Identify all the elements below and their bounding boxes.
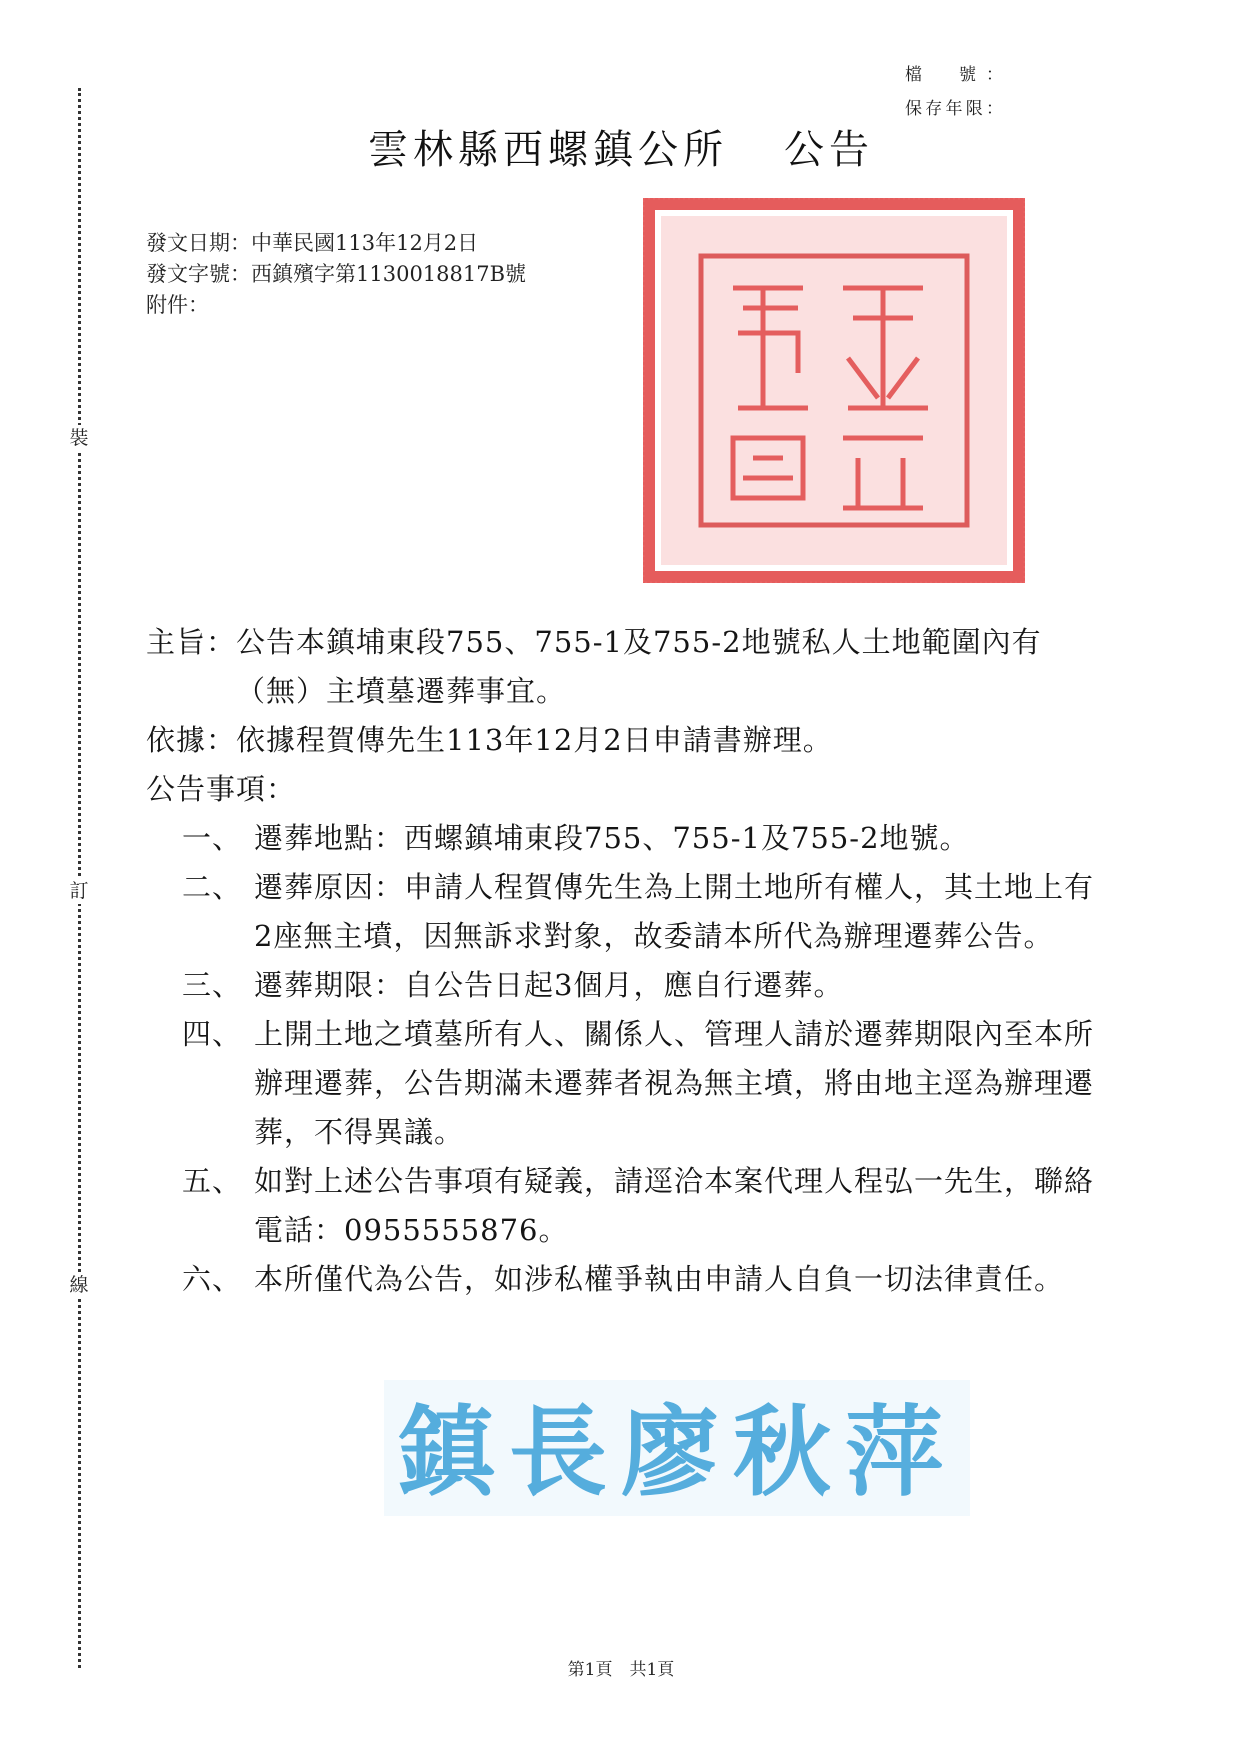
agency-name: 雲林縣西螺鎮公所	[368, 127, 728, 173]
issue-ref-no: 發文字號：西鎮殯字第1130018817B號	[146, 262, 527, 286]
file-no-label: 檔 號：	[905, 65, 1003, 85]
item-text: 本所僅代為公告，如涉私權爭執由申請人自負一切法律責任。	[254, 1262, 1065, 1296]
item-text: 遷葬地點：西螺鎮埔東段755、755-1及755-2地號。	[254, 821, 970, 855]
issue-attachment: 附件：	[146, 293, 209, 317]
notice-item	[182, 961, 1106, 1010]
notice-item	[182, 814, 1106, 863]
notice-item	[182, 1157, 1106, 1255]
item-number: 二、	[182, 870, 243, 904]
item-text: 遷葬原因：申請人程賀傳先生為上開土地所有權人，其土地上有2座無主墳，因無訴求對象，故委請本所代為辦理遷葬公告。	[254, 870, 1095, 953]
notice-item	[182, 1255, 1106, 1304]
mayor-signature-stamp	[382, 1378, 972, 1518]
item-text: 遷葬期限：自公告日起3個月，應自行遷葬。	[254, 968, 844, 1002]
item-number: 四、	[182, 1017, 243, 1051]
issue-meta	[146, 228, 526, 321]
item-number: 五、	[182, 1164, 243, 1198]
retention-label: 保存年限：	[905, 99, 1003, 119]
item-number: 三、	[182, 968, 243, 1002]
item-text: 如對上述公告事項有疑義，請逕洽本案代理人程弘一先生，聯絡電話：0955555876。	[254, 1164, 1095, 1247]
doc-type: 公告	[784, 127, 874, 173]
item-number: 六、	[182, 1262, 243, 1296]
item-text: 上開土地之墳墓所有人、關係人、管理人請於遷葬期限內至本所辦理遷葬，公告期滿未遷葬者視為無主墳，將由地主逕為辦理遷葬，不得異議。	[254, 1017, 1095, 1149]
items-heading	[146, 765, 1106, 814]
file-meta	[905, 58, 1003, 126]
binding-char-ding: 訂	[66, 878, 92, 904]
subject-label: 主旨：	[146, 625, 237, 659]
subject-paragraph	[146, 618, 1106, 716]
notice-body	[146, 618, 1106, 1304]
subject-text: 公告本鎮埔東段755、755-1及755-2地號私人土地範圍內有（無）主墳墓遷葬事宜。	[236, 625, 1042, 708]
signature-text: 鎮長廖秋萍	[396, 1395, 958, 1510]
notice-item	[182, 1010, 1106, 1157]
item-number: 一、	[182, 821, 243, 855]
notice-items	[146, 814, 1106, 1304]
issue-date: 發文日期：中華民國113年12月2日	[146, 231, 479, 255]
binding-char-zhuang: 裝	[66, 425, 92, 451]
official-seal	[643, 198, 1025, 583]
basis-paragraph	[146, 716, 1106, 765]
page-title	[0, 118, 1242, 175]
binding-char-xian: 線	[66, 1272, 92, 1298]
items-label: 公告事項：	[146, 772, 297, 806]
basis-text: 依據程賀傳先生113年12月2日申請書辦理。	[236, 723, 833, 757]
basis-label: 依據：	[146, 723, 237, 757]
page-number: 第1頁 共1頁	[567, 1660, 675, 1680]
notice-item	[182, 863, 1106, 961]
